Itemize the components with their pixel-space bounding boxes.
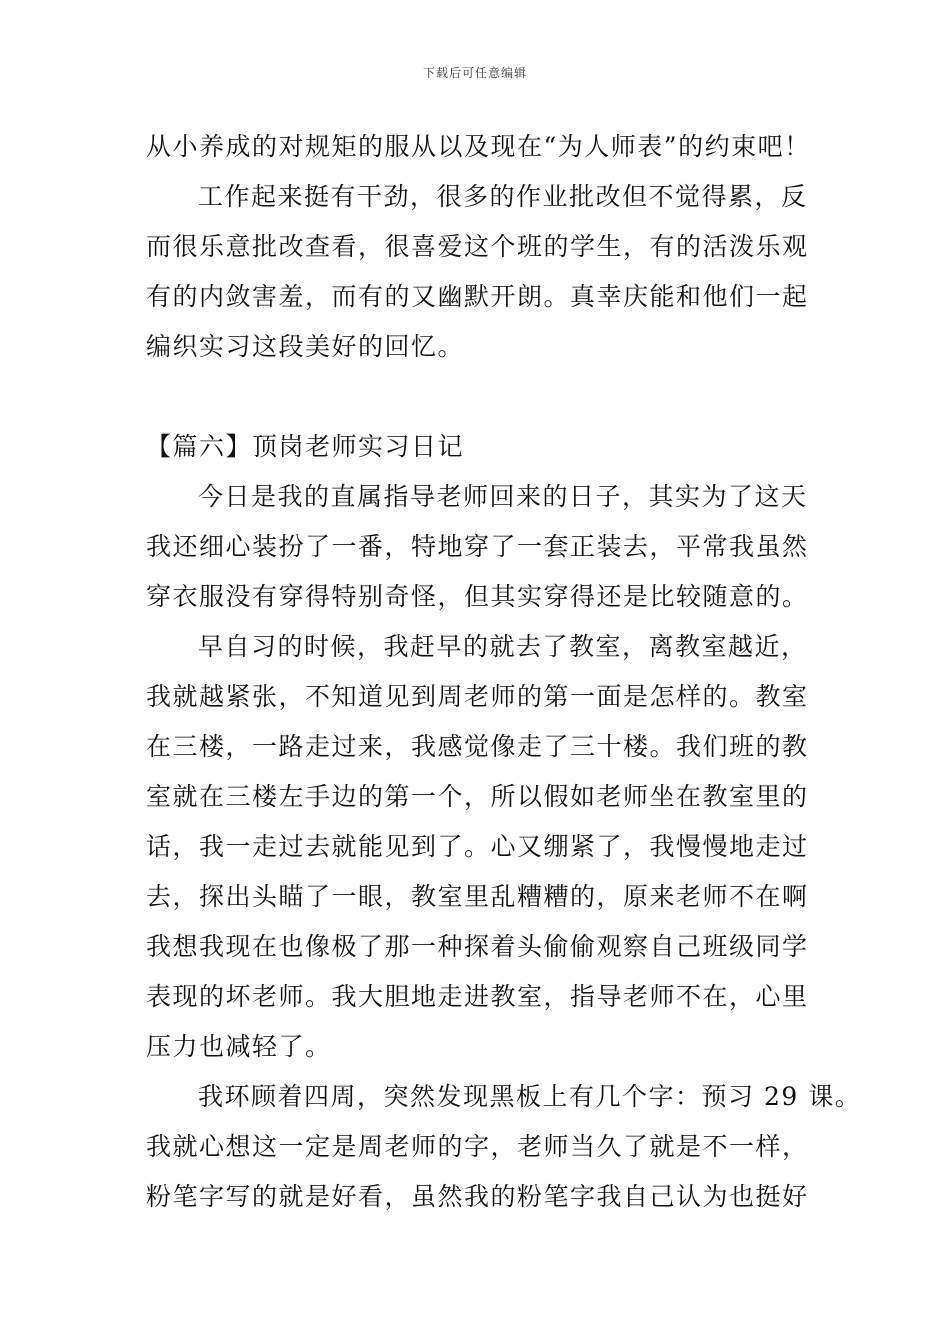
text-line: 在三楼，一路走过来，我感觉像走了三十楼。我们班的教 [146,732,809,761]
text-line: 粉笔字写的就是好看，虽然我的粉笔字我自己认为也挺好 [146,1182,809,1211]
text-line: 而很乐意批改查看，很喜爱这个班的学生，有的活泼乐观 [146,232,809,261]
text-line: 早自习的时候，我赶早的就去了教室，离教室越近， [198,632,808,661]
text-line: 去，探出头瞄了一眼，教室里乱糟糟的，原来老师不在啊 [146,882,809,911]
text-line: 我就心想这一定是周老师的字，老师当久了就是不一样， [146,1132,809,1161]
text-line: 表现的坏老师。我大胆地走进教室，指导老师不在，心里 [146,982,809,1011]
page-header: 下载后可任意编辑 [422,66,527,80]
text-line: 今日是我的直属指导老师回来的日子，其实为了这天 [198,482,808,511]
paragraph-gap [146,372,836,422]
text-line: 我环顾着四周，突然发现黑板上有几个字：预习 29 课。 [198,1082,862,1111]
text-line: 工作起来挺有干劲，很多的作业批改但不觉得累，反 [198,182,808,211]
section-heading: 【篇六】顶岗老师实习日记 [146,432,465,461]
text-line: 我就越紧张，不知道见到周老师的第一面是怎样的。教室 [146,682,809,711]
text-line: 我想我现在也像极了那一种探着头偷偷观察自己班级同学 [146,932,809,961]
text-line: 从小养成的对规矩的服从以及现在“为人师表”的约束吧！ [146,132,811,161]
text-line: 话，我一走过去就能见到了。心又绷紧了，我慢慢地走过 [146,832,809,861]
text-line: 有的内敛害羞，而有的又幽默开朗。真幸庆能和他们一起 [146,282,809,311]
document-body [146,122,862,1222]
text-line: 室就在三楼左手边的第一个，所以假如老师坐在教室里的 [146,782,809,811]
text-line: 穿衣服没有穿得特别奇怪，但其实穿得还是比较随意的。 [146,582,809,611]
text-line: 压力也减轻了。 [146,1032,332,1061]
text-line: 编织实习这段美好的回忆。 [146,332,465,361]
text-line: 我还细心装扮了一番，特地穿了一套正装去，平常我虽然 [146,532,809,561]
